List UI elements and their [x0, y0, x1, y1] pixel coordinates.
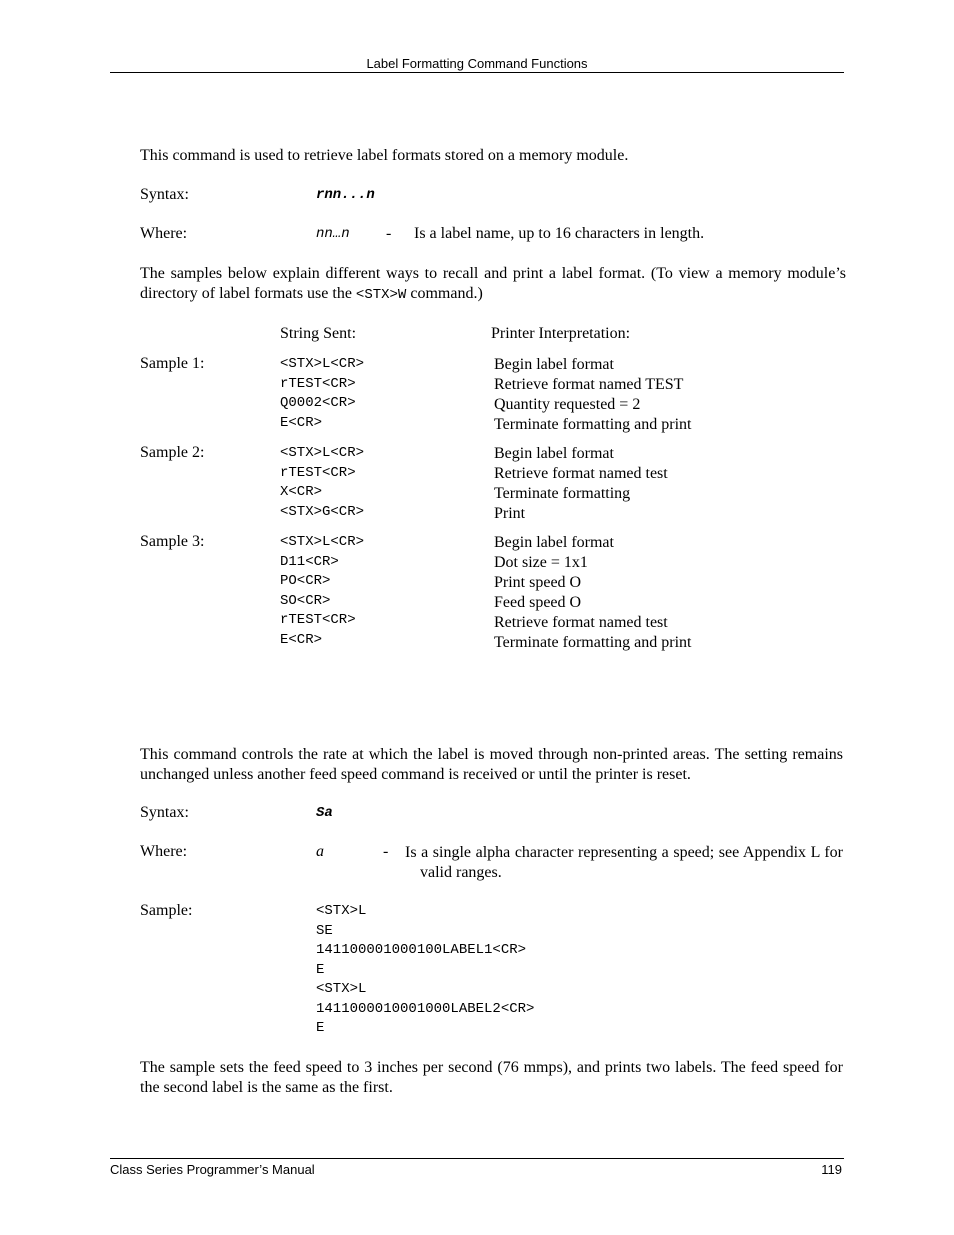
interpretation-line: Print — [494, 505, 526, 522]
section1-intro: This command is used to retrieve label formats stored on a memory module. — [140, 147, 629, 164]
section1-explanation — [140, 264, 846, 305]
sample-string-line: rTEST<CR> — [280, 464, 356, 481]
column-header-printer-interpretation: Printer Interpretation: — [491, 325, 631, 342]
sample-3-strings — [280, 533, 364, 650]
sample-code-line: E — [316, 961, 325, 978]
sample-3-label: Sample 3: — [140, 533, 205, 550]
sample-string-line: X<CR> — [280, 484, 323, 500]
header-rule — [110, 72, 844, 73]
section2-where-param: a — [316, 843, 324, 860]
interpretation-line: Begin label format — [494, 356, 614, 373]
sample-1-interpretation — [494, 355, 691, 435]
section2-intro: This command controls the rate at which the label is moved through non-printed areas. The setting remains unchanged unless another feed speed command is received or until the printer is reset. — [140, 746, 843, 783]
explanation-text-post: command.) — [406, 285, 483, 302]
section2-syntax-label: Syntax: — [140, 804, 189, 821]
interpretation-line: Terminate formatting and print — [494, 634, 692, 651]
sample-code-line: E — [316, 1020, 325, 1036]
sample-string-line: Q0002<CR> — [280, 395, 356, 411]
footer-page-number: 119 — [821, 1162, 842, 1177]
sample-string-line: D11<CR> — [280, 553, 339, 570]
interpretation-line: Dot size = 1x1 — [494, 554, 588, 571]
sample-code-line: SE — [316, 922, 333, 939]
section2-where-dash: - — [383, 843, 389, 860]
column-header-string-sent: String Sent: — [280, 325, 357, 342]
section1-where-desc: Is a label name, up to 16 characters in length. — [414, 225, 705, 242]
interpretation-line: Terminate formatting — [494, 485, 631, 502]
section1-where-dash: - — [386, 225, 392, 242]
sample-string-line: rTEST<CR> — [280, 375, 356, 392]
interpretation-line: Begin label format — [494, 534, 614, 551]
explanation-code: <STX>W — [355, 287, 407, 303]
interpretation-line: Terminate formatting and print — [494, 416, 692, 433]
sample-string-line: SO<CR> — [280, 592, 331, 609]
interpretation-line: Retrieve format named test — [494, 465, 668, 482]
footer-rule — [110, 1158, 844, 1159]
sample-string-line: <STX>G<CR> — [280, 503, 365, 520]
section2-sample-label: Sample: — [140, 902, 193, 919]
interpretation-line: Quantity requested = 2 — [494, 396, 641, 413]
section1-syntax-label: Syntax: — [140, 186, 189, 203]
section2-sample-code — [316, 902, 534, 1039]
sample-2-strings — [280, 444, 364, 522]
sample-string-line: rTEST<CR> — [280, 612, 356, 628]
sample-string-line: PO<CR> — [280, 573, 331, 589]
section1-syntax-value: rnn...n — [316, 187, 375, 203]
interpretation-line: Print speed O — [494, 574, 582, 591]
interpretation-line: Retrieve format named TEST — [494, 376, 684, 393]
sample-2-interpretation — [494, 444, 668, 524]
sample-1-strings — [280, 355, 364, 433]
interpretation-line: Feed speed O — [494, 594, 582, 611]
sample-string-line: <STX>L<CR> — [280, 356, 365, 372]
sample-string-line: E<CR> — [280, 631, 323, 648]
sample-code-line: 1411000010001000LABEL2<CR> — [316, 1000, 535, 1017]
section2-syntax-value: Sa — [316, 805, 333, 821]
section2-where-desc — [405, 843, 843, 883]
footer-manual-title: Class Series Programmer’s Manual — [110, 1162, 315, 1177]
explanation-text-pre: The samples below explain different ways to recall and print a label format. (To view a memory module’s directory of label formats use the — [140, 265, 846, 302]
sample-3-interpretation — [494, 533, 691, 653]
sample-string-line: E<CR> — [280, 414, 323, 431]
section2-closing: The sample sets the feed speed to 3 inches per second (76 mmps), and prints two labels. The feed speed for the second label is the same as the first. — [140, 1059, 843, 1096]
sample-code-line: 141100001000100LABEL1<CR> — [316, 942, 527, 958]
interpretation-line: Begin label format — [494, 445, 614, 462]
sample-1-label: Sample 1: — [140, 355, 205, 372]
section1-where-label: Where: — [140, 225, 188, 242]
sample-code-line: <STX>L — [316, 903, 367, 919]
section2-where-label: Where: — [140, 843, 188, 860]
section1-where-param: nn…n — [316, 226, 350, 242]
sample-2-label: Sample 2: — [140, 444, 205, 461]
sample-string-line: <STX>L<CR> — [280, 534, 365, 550]
sample-code-line: <STX>L — [316, 981, 367, 997]
where-desc-text: Is a single alpha character representing a speed; see Appendix L for valid ranges. — [405, 844, 843, 881]
page-header-title: Label Formatting Command Functions — [366, 56, 588, 71]
interpretation-line: Retrieve format named test — [494, 614, 668, 631]
sample-string-line: <STX>L<CR> — [280, 445, 365, 461]
